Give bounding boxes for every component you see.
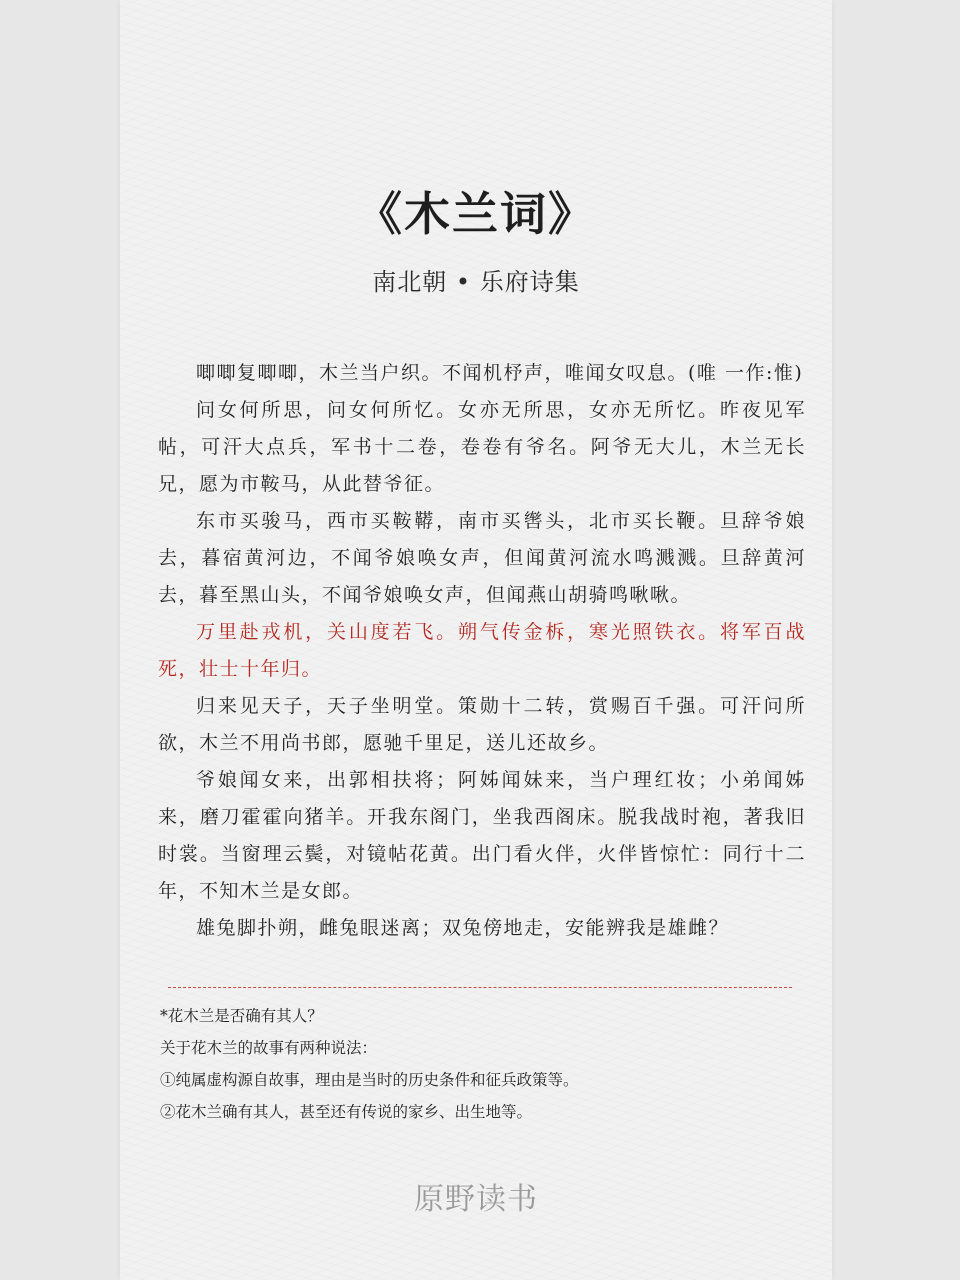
poem-paragraph-7: 雄兔脚扑朔，雌兔眼迷离；双兔傍地走，安能辨我是雄雌？ <box>196 917 730 939</box>
poem-body <box>158 355 806 947</box>
watermark: 原野读书 <box>414 1182 538 1217</box>
notes-item-1: ①纯属虚构源自故事，理由是当时的历史条件和征兵政策等。 <box>160 1071 579 1089</box>
poem-source: 南北朝 • 乐府诗集 <box>372 268 580 296</box>
poem-paragraph-1: 唧唧复唧唧，木兰当户织。不闻机杼声，唯闻女叹息。(唯 一作:惟) <box>196 362 804 384</box>
poem-paragraph-5: 归来见天子，天子坐明堂。策勋十二转，赏赐百千强。可汗问所欲，木兰不用尚书郎，愿驰千里足，送儿还故乡。 <box>158 695 806 754</box>
poem-paragraph-3: 东市买骏马，西市买鞍鞯，南市买辔头，北市买长鞭。旦辞爷娘去，暮宿黄河边，不闻爷娘唤女声，但闻黄河流水鸣溅溅。旦辞黄河去，暮至黑山头，不闻爷娘唤女声，但闻燕山胡骑鸣啾啾。 <box>158 510 806 606</box>
notes-question: *花木兰是否确有其人？ <box>160 1007 323 1025</box>
poem-paragraph-2: 问女何所思，问女何所忆。女亦无所思，女亦无所忆。昨夜见军帖，可汗大点兵，军书十二卷，卷卷有爷名。阿爷无大儿，木兰无长兄，愿为市鞍马，从此替爷征。 <box>158 399 806 495</box>
paper-page <box>120 0 832 1280</box>
poem-paragraph-6: 爷娘闻女来，出郭相扶将；阿姊闻妹来，当户理红妆；小弟闻姊来，磨刀霍霍向猪羊。开我东阁门，坐我西阁床。脱我战时袍，著我旧时裳。当窗理云鬓，对镜帖花黄。出门看火伴，火伴皆惊忙：同行十二年，不知木兰是女郎。 <box>158 769 806 902</box>
notes-section <box>160 1000 800 1128</box>
dashed-divider <box>168 987 792 988</box>
notes-item-2: ②花木兰确有其人，甚至还有传说的家乡、出生地等。 <box>160 1103 533 1121</box>
notes-intro: 关于花木兰的故事有两种说法： <box>160 1039 378 1057</box>
poem-title: 《木兰词》 <box>356 187 596 241</box>
poem-paragraph-4-highlighted: 万里赴戎机，关山度若飞。朔气传金柝，寒光照铁衣。将军百战死，壮士十年归。 <box>158 621 806 680</box>
